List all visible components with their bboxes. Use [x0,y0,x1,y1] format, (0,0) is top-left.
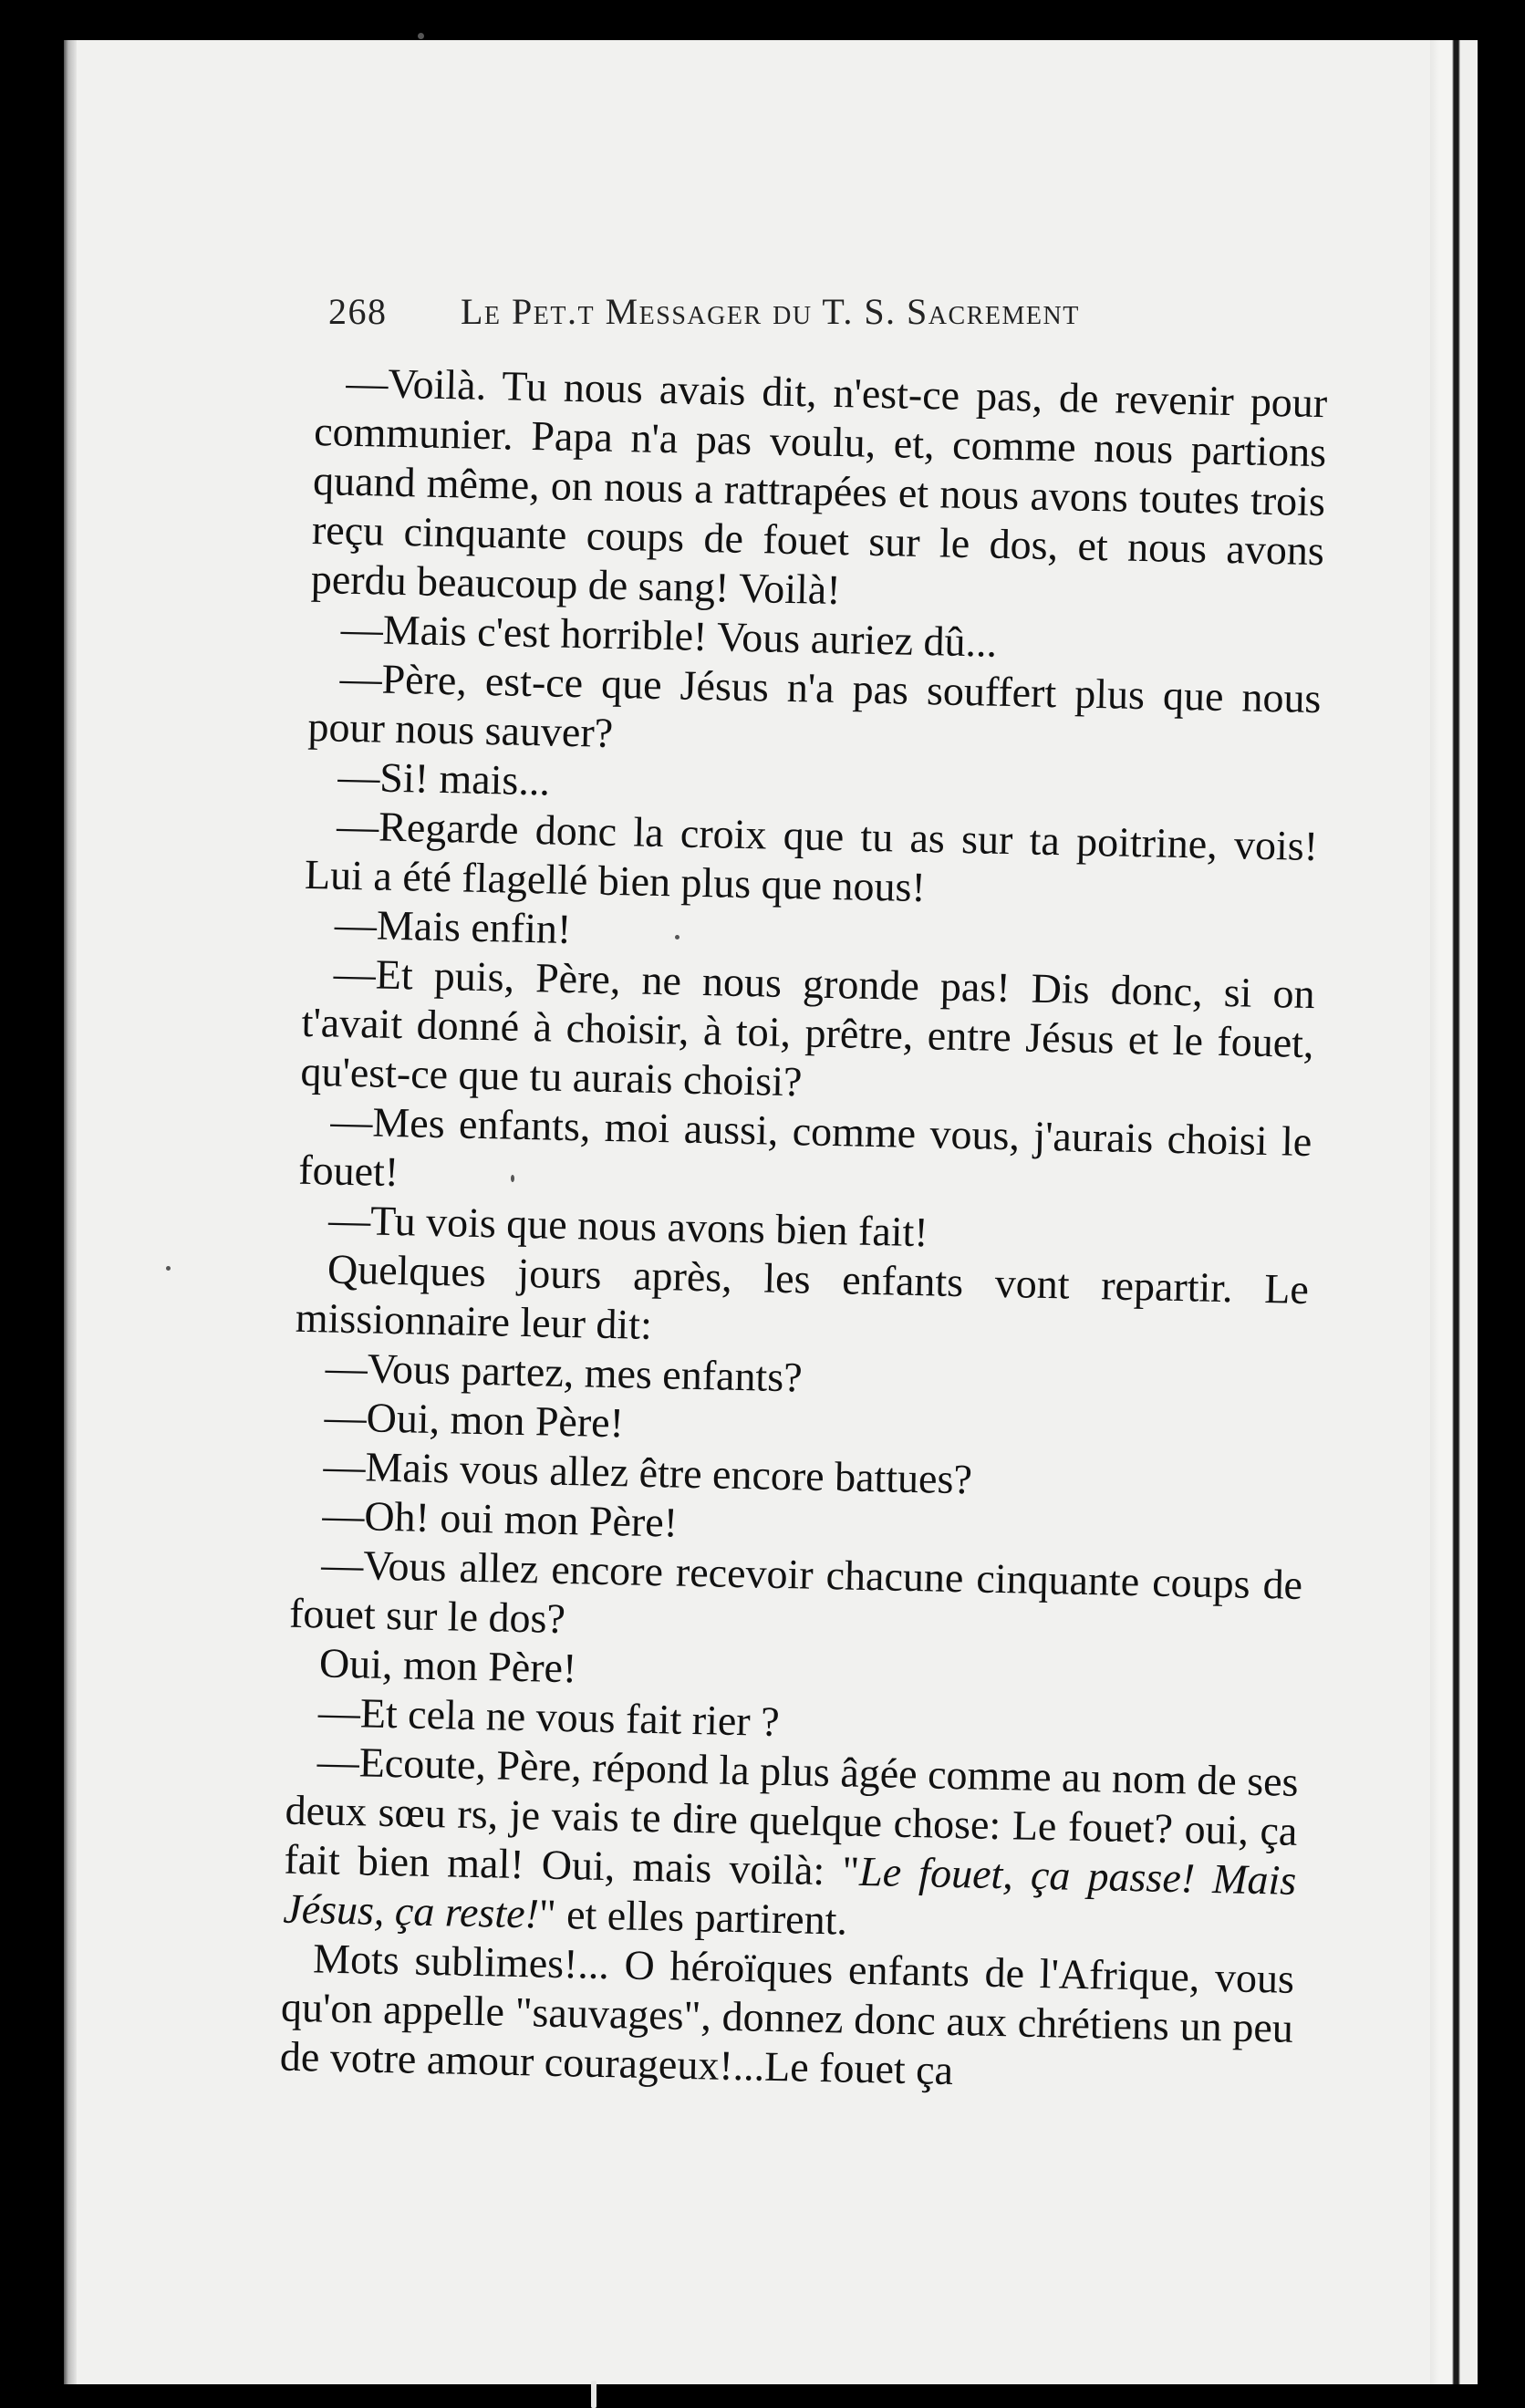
page-left-edge [64,40,77,2384]
running-head [328,290,1332,333]
scan-speck [591,2381,597,2408]
journal-title: Le Pet.t Messager du T. S. Sacrement [461,291,1080,332]
paragraph: —Voilà. Tu nous avais dit, n'est-ce pas, de revenir pour communier. Papa n'a pas voulu, et, comme nous partions quand même, on nous a rattrapées et nous avons toutes trois reçu cinquante coups de fouet sur le dos, et nous avons perdu beaucoup de sang! Voilà! [310,358,1328,614]
paragraph-tail: " et elles partirent. [538,1890,848,1944]
paragraph: —Mais vous allez être encore battues? [323,1442,973,1503]
scan-speck [166,1266,171,1271]
paragraph: —Oui, mon Père! [324,1393,625,1447]
paragraph: —Regarde donc la croix que tu as sur ta poitrine, vois! Lui a été flagellé bien plus que nous! [304,802,1319,911]
paragraph: —Si! mais... [337,752,551,804]
italic-quote: Le fouet, ça passe! Mais Jésus, ça reste! [282,1847,1297,1937]
paragraph: —Et puis, Père, ne nous gronde pas! Dis donc, si on t'avait donné à choisir, à toi, prêtre, entre Jésus et le fouet, qu'est-ce que tu aurais choisi? [300,950,1316,1105]
paragraph-lead: —Ecoute, Père, répond la plus âgée comme au nom de ses deux sœu rs, je vais te dire quelque chose: Le fouet? oui, ça fait bien mal! Oui, mais voilà: " [283,1738,1300,1894]
page-number: 268 [328,291,388,332]
paragraph: —Mais enfin! [334,900,572,953]
paragraph: Oui, mon Père! [318,1639,577,1692]
scan-speck [418,33,424,39]
paragraph: —Et cela ne vous fait rier ? [317,1688,781,1745]
paragraph: —Vous allez encore recevoir chacune cinquante coups de fouet sur le dos? [288,1541,1303,1643]
paragraph: Quelques jours après, les enfants vont repartir. Le missionnaire leur dit: [295,1245,1310,1348]
paragraph: —Tu vois que nous avons bien fait! [327,1196,929,1256]
paragraph: —Vous partez, mes enfants? [325,1344,804,1401]
paragraph: —Mes enfants, moi aussi, comme vous, j'aurais choisi le fouet! [297,1097,1312,1196]
paragraph: —Mais c'est horrible! Vous auriez dû... [340,605,998,666]
paragraph: —Oh! oui mon Père! [321,1491,679,1546]
body-text [279,358,1327,2102]
paragraph-with-quote [283,1737,1299,1955]
paragraph: Mots sublimes!... O héroïques enfants de l'Afrique, vous qu'on appelle "sauvages", donnez donc aux chrétiens un peu de votre amour courageux!...Le fouet ça [279,1935,1295,2094]
book-gutter [1430,40,1470,2384]
paragraph: —Père, est-ce que Jésus n'a pas souffert plus que nous pour nous sauver? [306,654,1322,756]
